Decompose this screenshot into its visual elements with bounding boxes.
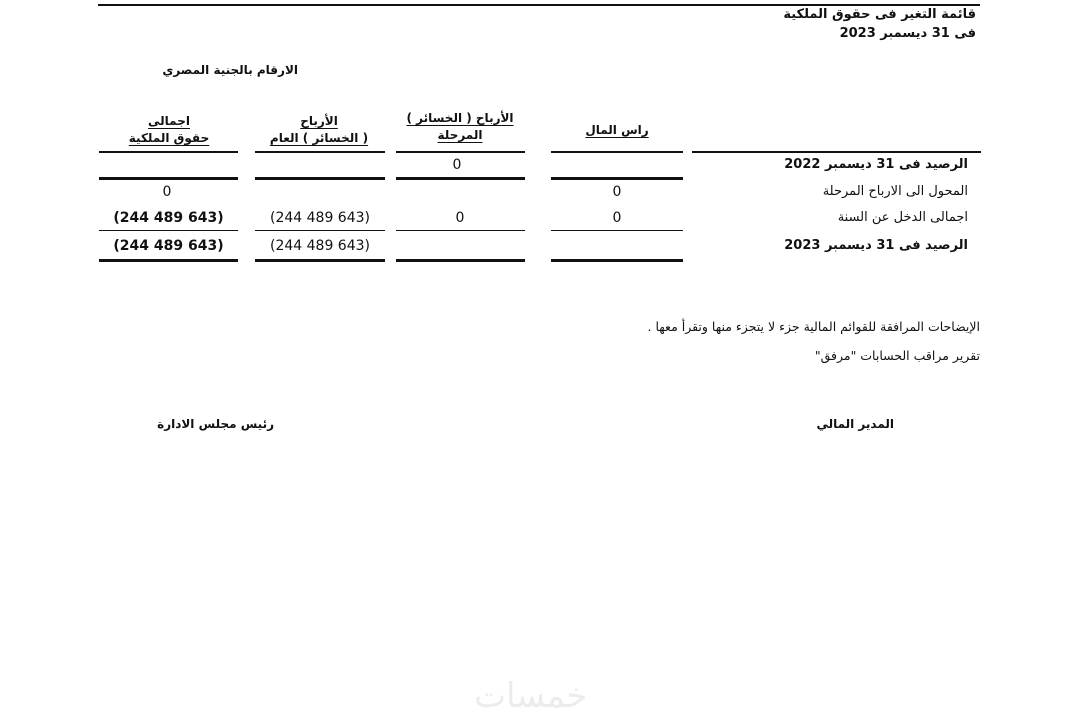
row2-capital-value: 0 [612,184,622,200]
rule-header-retained [396,151,525,153]
rule-row1-retained [396,177,525,180]
row-label-balance-2022: الرصيد فى 31 ديسمبر 2022 [784,157,968,172]
row1-retained-value: 0 [452,157,462,173]
rule-row1-year [255,177,385,180]
column-header-year-line2: ( الخسائر ) العام [269,131,369,145]
row-label-total-income: اجمالى الدخل عن السنة [837,210,968,225]
top-border [98,4,980,6]
rule-row3-total [99,230,238,231]
rule-row4-total [99,259,238,262]
rule-row3-year [255,230,385,231]
khamsat-watermark: خمسات [474,676,588,716]
row-label-transfer-retained: المحول الى الارباح المرحلة [822,184,968,199]
column-header-retained-line2: المرحلة [437,128,483,142]
rule-row4-capital [551,259,683,262]
row3-retained-value: 0 [455,210,465,226]
column-header-retained [396,110,524,144]
currency-units-label: الارقام بالجنية المصري [162,63,298,77]
rule-row4-retained [396,259,525,262]
column-header-year-result [254,113,384,147]
rule-header-year [255,151,385,153]
statement-title: قائمة التغير فى حقوق الملكية [783,7,976,22]
auditor-report-note: تقرير مراقب الحسابات "مرفق" [814,348,980,363]
rule-row1-total [99,177,238,180]
rule-header-label [692,151,981,153]
row3-total-value: (244 489 643) [113,210,224,226]
rule-row4-year [255,259,385,262]
row2-total-value: 0 [162,184,172,200]
row4-total-value: (244 489 643) [113,238,224,254]
rule-header-total [99,151,238,153]
row3-year-value: (244 489 643) [270,210,370,226]
column-header-capital [552,122,682,139]
row3-capital-value: 0 [612,210,622,226]
signature-financial-manager: المدير المالي [816,417,894,431]
column-header-capital-text: راس المال [585,123,649,137]
notes-disclaimer: الإيضاحات المرافقة للقوائم المالية جزء لا يتجزء منها وتقرأ معها . [647,319,980,334]
column-header-total-line1: اجمالى [148,114,190,128]
signature-board-chairman: رئيس مجلس الادارة [157,417,274,431]
rule-header-capital [551,151,683,153]
column-header-retained-line1: الأرباح ( الخسائر ) [406,111,514,125]
rule-row3-capital [551,230,683,231]
column-header-total [100,113,238,147]
rule-row1-capital [551,177,683,180]
row4-year-value: (244 489 643) [270,238,370,254]
column-header-total-line2: حقوق الملكية [128,131,210,145]
column-header-year-line1: الأرباح [300,114,338,128]
rule-row3-retained [396,230,525,231]
statement-date: فى 31 ديسمبر 2023 [839,26,976,41]
row-label-balance-2023: الرصيد فى 31 ديسمبر 2023 [784,238,968,253]
